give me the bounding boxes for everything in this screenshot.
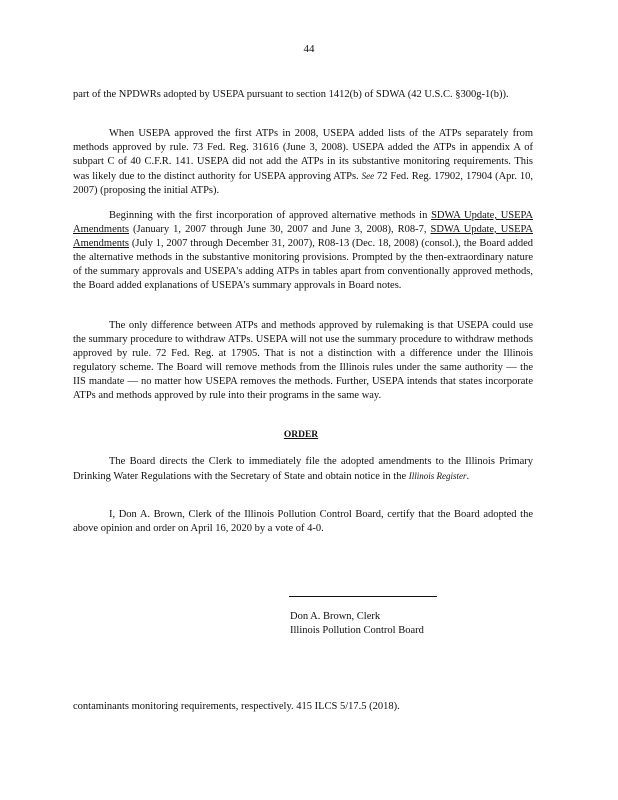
paragraph-atp-approval-end: 72 Fed. Reg. 17902, 17904 (Apr. 10, 2007) (proposing the initial ATPs). xyxy=(73,171,534,196)
paragraph-incorporation-mid2: (July 1, 2007 through December 31, 2007), R08-13 (Dec. 18, 2008) (consol.), the Board added the alternative methods in the substantive monitoring provisions. Prompted by the then-extraordinary nature of the summary approvals and USEPA's adding ATPs in tables apart from conventionally approved methods, the Board added explanations of USEPA's summary approvals in Board notes. xyxy=(73,238,534,291)
order-paragraph: The Board directs the Clerk to immediately file the adopted amendments to the Illinois Primary Drinking Water Regulations with the Secretary of State and obtain notice in the Illinois Register. xyxy=(73,456,533,482)
paragraph-incorporation-mid1: (January 1, 2007 through June 30, 2007 and June 3, 2008), R08-7, xyxy=(133,224,427,235)
certification-paragraph xyxy=(73,508,533,536)
paragraph-incorporation xyxy=(73,209,533,293)
register-title: Illinois Register xyxy=(408,471,467,481)
docket-title-1: SDWA Update, USEPA Amendments xyxy=(73,210,534,235)
signature-name: Don A. Brown, Clerk xyxy=(290,611,381,622)
paragraph-atp-approval xyxy=(73,127,533,198)
paragraph-atp-approval-text: When USEPA approved the first ATPs in 2008, USEPA added lists of the ATPs separately from methods approved by rule. 73 Fed. Reg. 31616 (June 3, 2008). USEPA added the ATPs in appendix A of subpart C of 40 C.F.R. 141. USEPA did not add the ATPs in its substantive monitoring requirements. This was likely due to the distinct authority for USEPA approving ATPs. xyxy=(73,128,533,182)
page-number: 44 xyxy=(303,43,315,55)
paragraph-continuation-text: part of the NPDWRs adopted by USEPA pursuant to section 1412(b) of SDWA (42 U.S.C. §300g-1(b)). xyxy=(73,89,509,100)
paragraph-continuation xyxy=(73,88,533,102)
certification-text: I, Don A. Brown, Clerk of the Illinois Pollution Control Board, certify that the Board adopted the above opinion and order on April 16, 2020 by a vote of 4-0. xyxy=(73,509,533,534)
footnote: contaminants monitoring requirements, respectively. 415 ILCS 5/17.5 (2018). xyxy=(73,701,400,712)
signature-line xyxy=(289,596,437,597)
signature-title: Illinois Pollution Control Board xyxy=(290,625,424,636)
order-heading: ORDER xyxy=(283,430,319,440)
paragraph-difference-text: The only difference between ATPs and methods approved by rulemaking is that USEPA could use the summary procedure to withdraw ATPs. USEPA will not use the summary procedure to withdraw methods approved by rule. 72 Fed. Reg. at 17905. That is not a distinction with a difference under the Illinois regulatory scheme. The Board will remove methods from the Illinois rules under the same authority — the IIS mandate — no matter how USEPA removes the methods. Further, USEPA intends that states incorporate ATPs and methods approved by rule into their programs in the same way. xyxy=(73,320,533,401)
docket-title-2: SDWA Update, USEPA Amendments xyxy=(73,224,533,249)
see-signal: See xyxy=(361,171,375,181)
paragraph-incorporation-start: Beginning with the first incorporation of approved alternative methods in xyxy=(109,210,428,221)
order-text: The Board directs the Clerk to immediately file the adopted amendments to the Illinois Primary Drinking Water Regulations with the Secretary of State and obtain notice in the xyxy=(73,456,533,482)
paragraph-difference xyxy=(73,319,533,403)
